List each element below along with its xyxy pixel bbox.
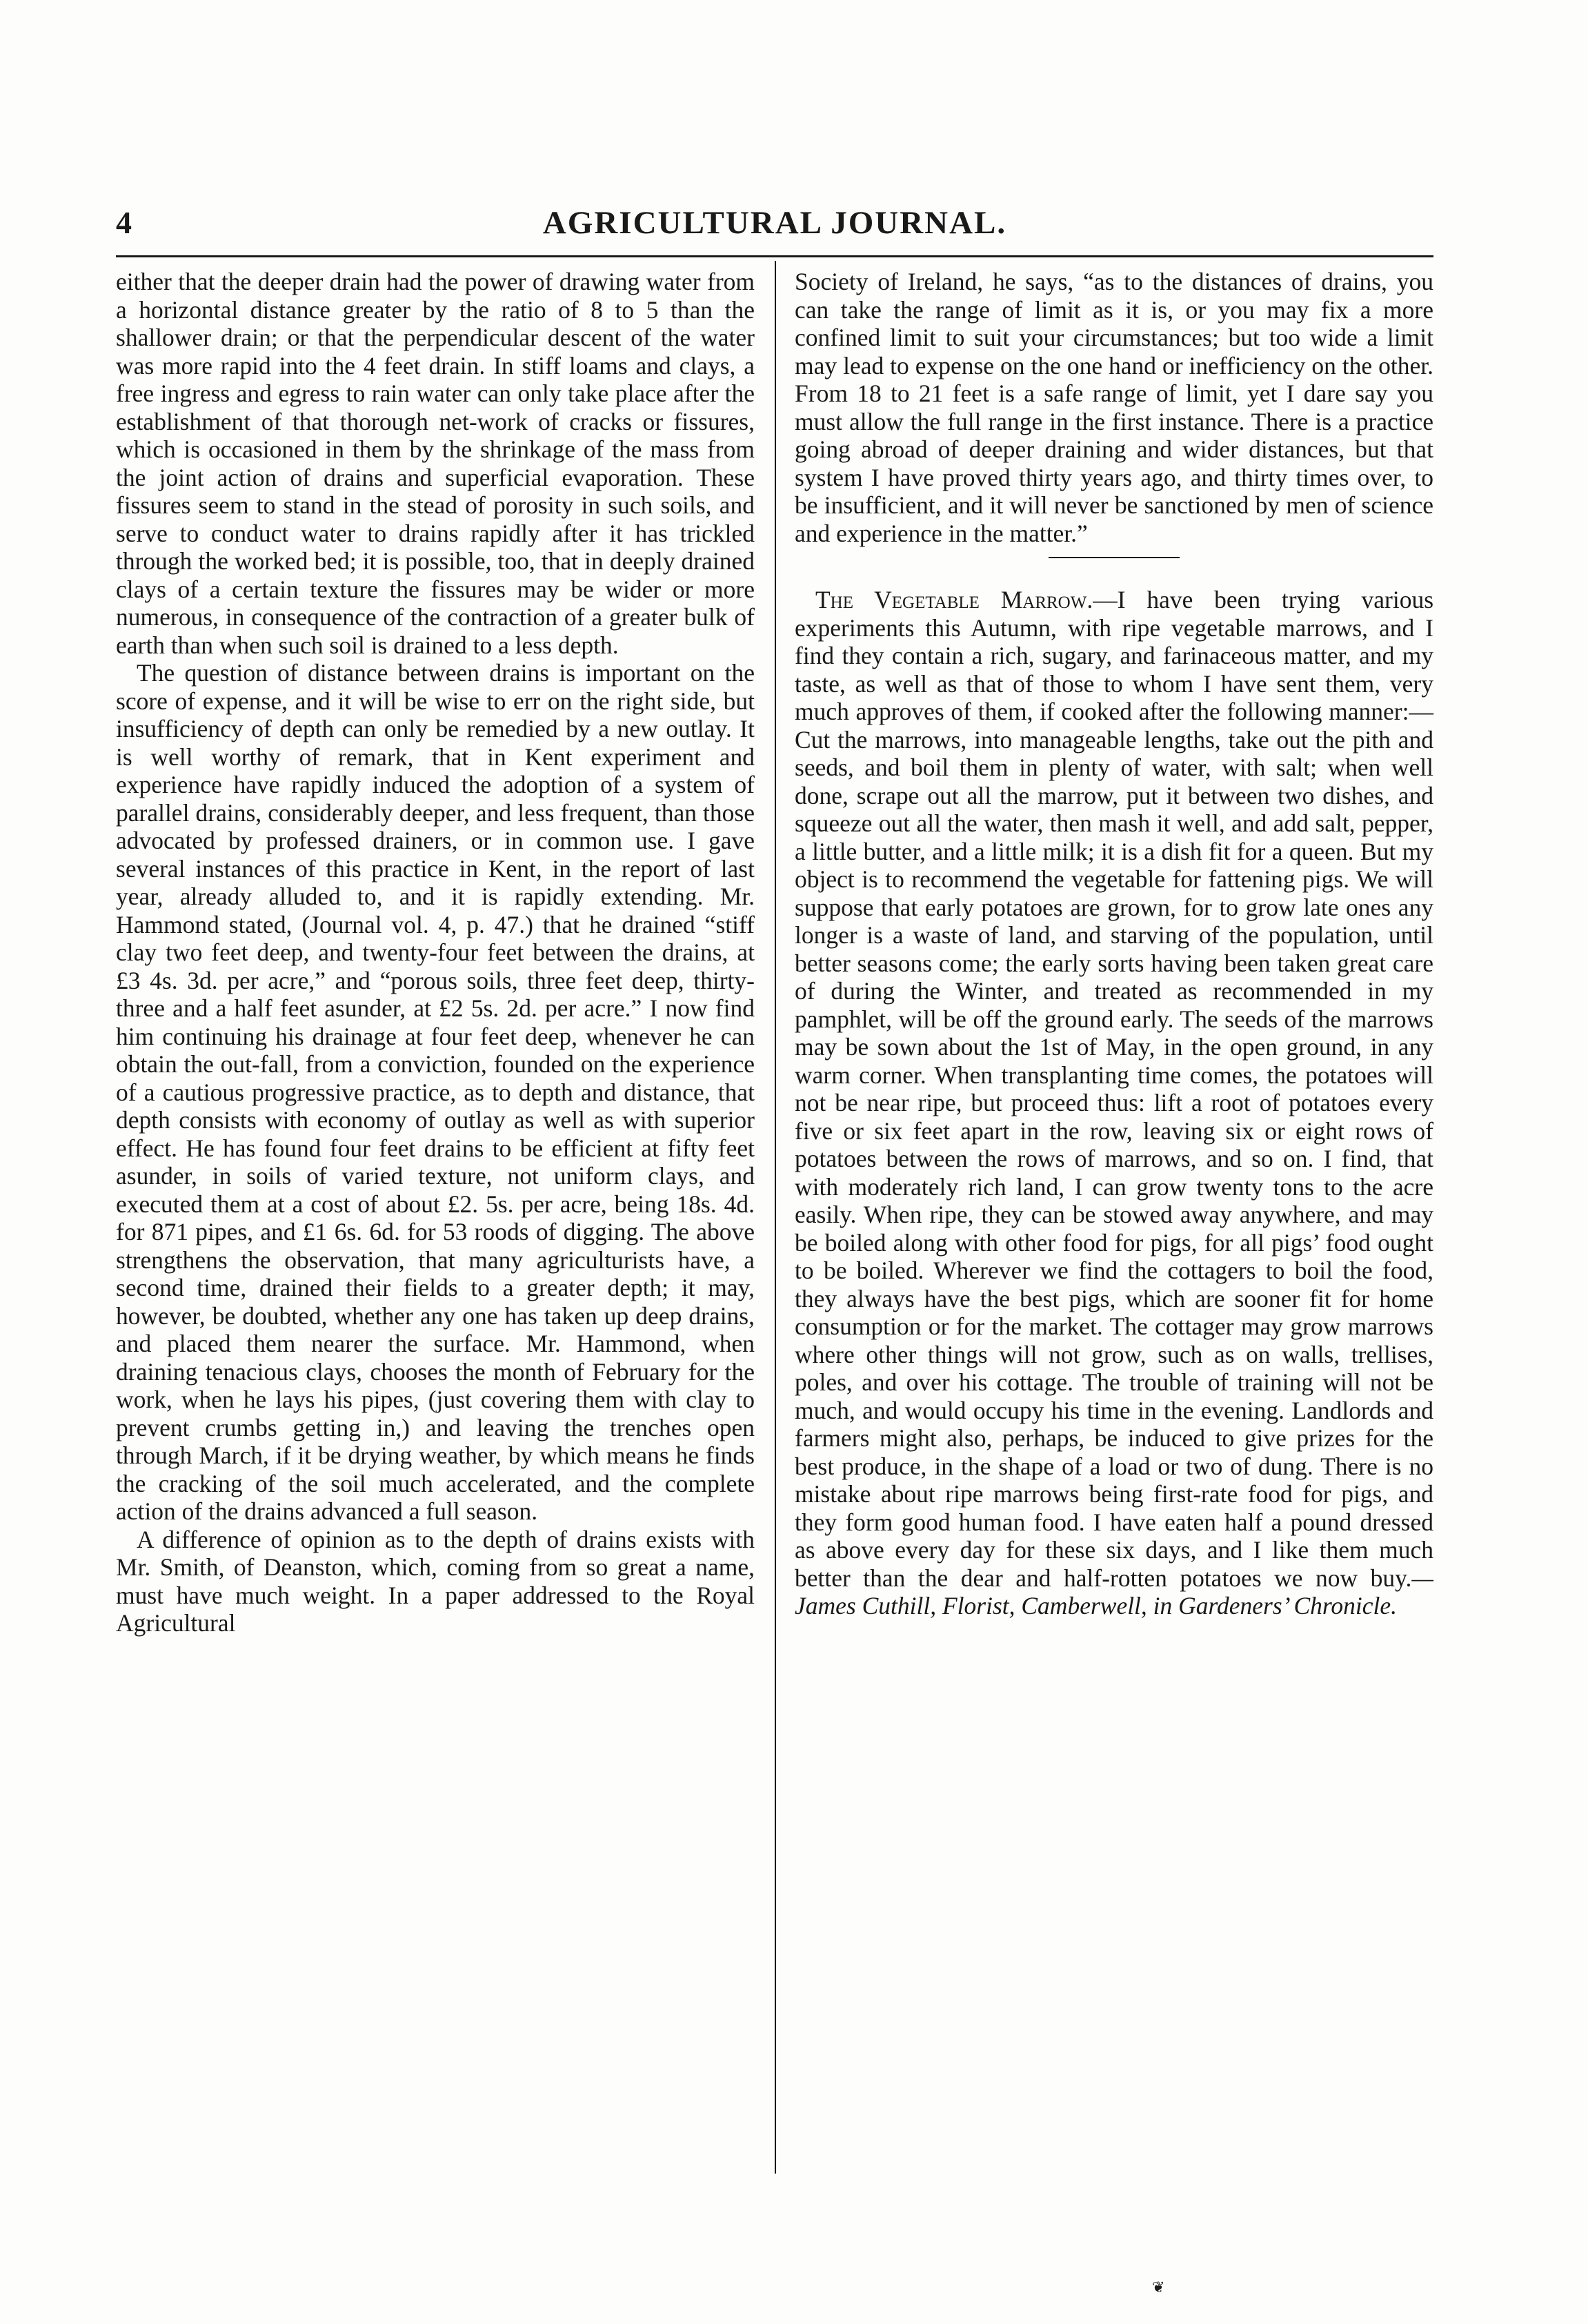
header-rule: [116, 255, 1433, 257]
end-ornament: ❦: [1152, 2278, 1165, 2296]
section-divider: [1049, 557, 1180, 558]
page-header: [116, 204, 1433, 246]
paragraph-vegetable-marrow: [795, 586, 1433, 1620]
paragraph-deanston-opinion: A difference of opinion as to the depth of drains exists with Mr. Smith, of Deanston, which, coming from so great a name, must have much weight. In a paper addressed to the Royal Agricultural: [116, 1525, 755, 1637]
page-number: 4: [116, 205, 132, 240]
section-heading: The Vegetable Marrow.: [815, 586, 1093, 613]
left-column: [116, 268, 755, 1637]
article-signature: —James Cuthill, Florist, Camberwell, in Gardeners’ Chronicle.: [795, 1564, 1433, 1619]
right-column: [795, 268, 1433, 1620]
paragraph-drain-ratio: either that the deeper drain had the power of drawing water from a horizontal distance greater by the ratio of 8 to 5 than the shallower drain; or that the perpendicular descent of the water was more rapid into the 4 feet drain. In stiff loams and clays, a free ingress and egress to rain water can only take place after the establishment of that thorough net-work of cracks or fissures, which is occasioned in them by the shrinkage of the mass from the joint action of drains and superficial evaporation. These fissures seem to stand in the stead of porosity in such soils, and serve to conduct water to drains rapidly after it has trickled through the worked bed; it is possible, too, that in deeply drained clays of a certain texture the fissures may be wider or more numerous, in consequence of the contraction of a greater bulk of earth than when such soil is drained to a less depth.: [116, 268, 755, 659]
section-body: —I have been trying various experiments this Autumn, with ripe vegetable marrows, and I find they contain a rich, sugary, and farinaceous matter, and my taste, as well as that of those to whom I have sent them, very much approves of them, if cooked after the following manner:—Cut the marrows, into manageable lengths, take out the pith and seeds, and boil them in plenty of water, with salt; when well done, scrape out all the marrow, put it between two dishes, and squeeze out all the water, then mash it well, and add salt, pepper, a little butter, and a little milk; it is a dish fit for a queen. But my object is to recommend the vegetable for fattening pigs. We will suppose that early potatoes are grown, for to grow late ones any longer is a waste of land, and starving of the population, until better seasons come; the early sorts having been taken great care of during the Winter, and treated as recommended in my pamphlet, will be off the ground early. The seeds of the marrows may be sown about the 1st of May, in the open ground, in any warm corner. When transplanting time comes, the potatoes will not be near ripe, but proceed thus: lift a root of potatoes every five or six feet apart in the row, leaving six or eight rows of potatoes between the rows of marrows, and so on. I find, that with moderately rich land, I can grow twenty tons to the acre easily. When ripe, they can be stowed away anywhere, and may be boiled along with other food for pigs, for all pigs’ food ought to be boiled. Wherever we find the cottagers to boil the food, they always have the best pigs, which are sooner fit for home consumption or for the market. The cottager may grow marrows where other things will not grow, such as on walls, trellises, poles, and over his cottage. The trouble of training will not be much, and would occupy his time in the evening. Landlords and farmers might also, perhaps, be induced to give prizes for the best produce, in the shape of a load or two of dung. There is no mistake about ripe marrows being first-rate food for pigs, and they form good human food. I have eaten half a pound dressed as above every day for these six days, and I like them much better than the dear and half-rotten potatoes we now buy.: [795, 586, 1434, 1592]
running-title: AGRICULTURAL JOURNAL.: [542, 205, 1007, 241]
paragraph-drain-distance: The question of distance between drains is important on the score of expense, and it will be wise to err on the right side, but insufficiency of depth can only be remedied by a new outlay. It is well worthy of remark, that in Kent experiment and experience have rapidly induced the adoption of a system of parallel drains, considerably deeper, and less frequent, than those advocated by professed drainers, or in common use. I gave several instances of this practice in Kent, in the report of last year, already alluded to, and it is rapidly extending. Mr. Hammond stated, (Journal vol. 4, p. 47.) that he drained “stiff clay two feet deep, and twenty-four feet between the drains, at £3 4s. 3d. per acre,” and “porous soils, three feet deep, thirty-three and a half feet asunder, at £2 5s. 2d. per acre.” I now find him continuing his drainage at four feet deep, whenever he can obtain the out-fall, from a conviction, founded on the experience of a cautious progressive practice, as to depth and distance, that depth consists with economy of outlay as well as with superior effect. He has found four feet drains to be efficient at fifty feet asunder, in soils of varied texture, not uniform clays, and executed them at a cost of about £2. 5s. per acre, being 18s. 4d. for 871 pipes, and £1 6s. 6d. for 53 roods of digging. The above strengthens the observation, that many agriculturists have, a second time, drained their fields to a greater depth; it may, however, be doubted, whether any one has taken up deep drains, and placed them nearer the surface. Mr. Hammond, when draining tenacious clays, chooses the month of February for the work, when he lays his pipes, (just covering them with clay to prevent crumbs getting in,) and leaving the trenches open through March, if it be drying weather, by which means he finds the cracking of the soil much accelerated, and the complete action of the drains advanced a full season.: [116, 659, 755, 1525]
paragraph-smith-quote: Society of Ireland, he says, “as to the distances of drains, you can take the range of limit as it is, or you may fix a more confined limit to suit your circumstances; but too wide a limit may lead to expense on the one hand or inefficiency on the other. From 18 to 21 feet is a safe range of limit, yet I dare say you must allow the full range in the first instance. There is a practice going abroad of deeper draining and wider distances, but that system I have proved thirty years ago, and thirty times over, to be insufficient, and it will never be sanctioned by men of science and experience in the matter.”: [795, 268, 1433, 547]
column-divider: [775, 261, 776, 2174]
